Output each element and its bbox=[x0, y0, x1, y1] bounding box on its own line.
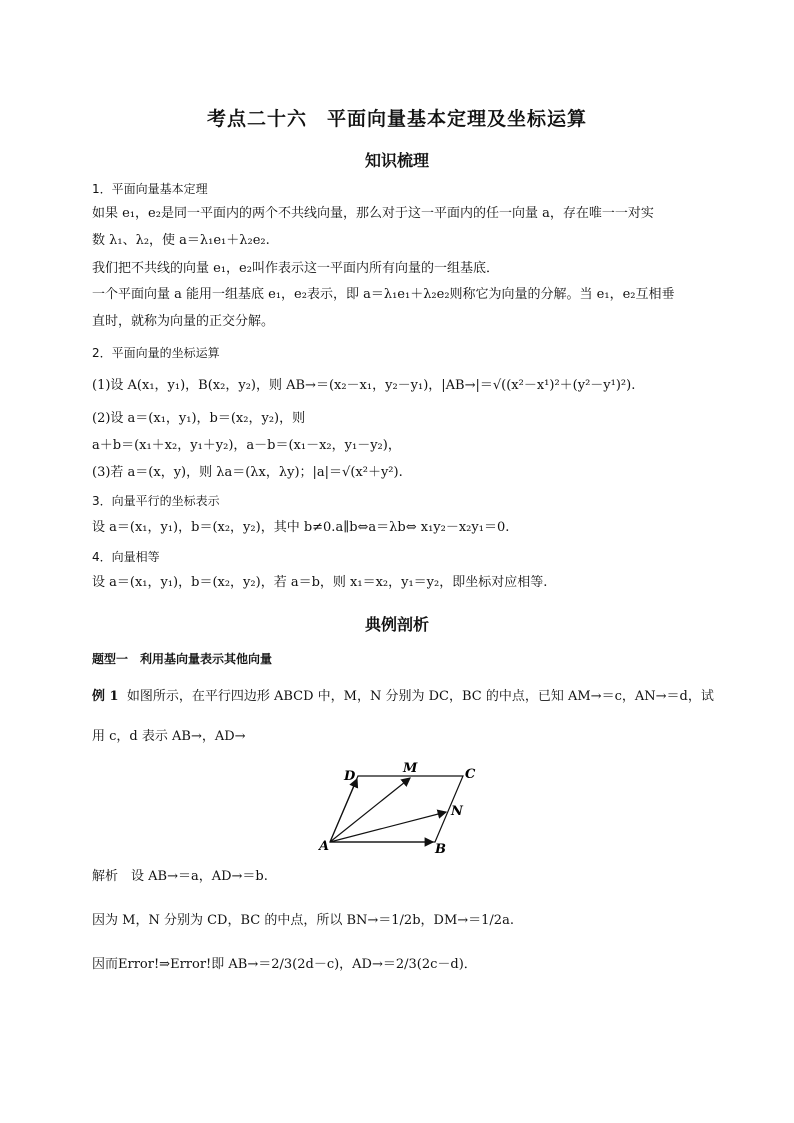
parallelogram-outline bbox=[330, 776, 463, 842]
label-b: B bbox=[435, 842, 446, 857]
formula-ab-coordinates: (1)设 A(x₁，y₁)，B(x₂，y₂)，则 AB→＝(x₂－x₁，y₂－y₁)，|AB→|＝√((x²－x¹)²＋(y²－y¹)²). bbox=[92, 378, 636, 393]
label-d: D bbox=[344, 769, 356, 784]
label-m: M bbox=[403, 761, 418, 776]
formula-scalar-magnitude: (3)若 a＝(x，y)，则 λa＝(λx，λy)；|a|＝√(x²＋y²). bbox=[92, 465, 403, 480]
parallelogram-figure bbox=[310, 758, 490, 858]
solution-line1: 解析 设 AB→＝a，AD→＝b. bbox=[92, 869, 268, 884]
page-title: 考点二十六 平面向量基本定理及坐标运算 bbox=[206, 108, 587, 130]
formula-parallel: 设 a＝(x₁，y₁)，b＝(x₂，y₂)，其中 b≠0.a∥b⇔a＝λb⇔ x₁y₂－x₂y₁＝0. bbox=[92, 520, 510, 535]
label-a: A bbox=[319, 839, 330, 854]
heading-basic-theorem: 1．平面向量基本定理 bbox=[92, 182, 208, 196]
example-1-line2: 用 c，d 表示 AB→，AD→ bbox=[92, 729, 246, 744]
solution-line3: 因而Error!⇒Error!即 AB→＝2/3(2d－c)，AD→＝2/3(2c－d)． bbox=[92, 957, 477, 972]
section-heading-knowledge: 知识梳理 bbox=[364, 151, 429, 170]
paragraph-decomposition-line1: 一个平面向量 a 能用一组基底 e₁，e₂表示，即 a＝λ₁e₁＋λ₂e₂则称它为向量的分解。当 e₁，e₂互相垂 bbox=[92, 287, 675, 302]
heading-parallel: 3．向量平行的坐标表示 bbox=[92, 494, 220, 508]
heading-type-one: 题型一 利用基向量表示其他向量 bbox=[92, 652, 273, 666]
example-1-line1 bbox=[92, 688, 714, 706]
paragraph-theorem-line2: 数 λ₁、λ₂，使 a＝λ₁e₁＋λ₂e₂. bbox=[92, 233, 270, 248]
vector-ad bbox=[330, 779, 357, 842]
heading-equality: 4．向量相等 bbox=[92, 550, 160, 564]
label-c: C bbox=[465, 767, 476, 782]
paragraph-basis: 我们把不共线的向量 e₁，e₂叫作表示这一平面内所有向量的一组基底． bbox=[92, 261, 499, 276]
paragraph-decomposition-line2: 直时，就称为向量的正交分解。 bbox=[92, 314, 275, 329]
section-heading-examples: 典例剖析 bbox=[364, 615, 429, 634]
formula-equality: 设 a＝(x₁，y₁)，b＝(x₂，y₂)，若 a＝b，则 x₁＝x₂，y₁＝y₂，即坐标对应相等. bbox=[92, 575, 548, 590]
label-n: N bbox=[451, 804, 463, 819]
formula-sum-difference: a＋b＝(x₁＋x₂，y₁＋y₂)，a－b＝(x₁－x₂，y₁－y₂)， bbox=[92, 438, 401, 453]
example-1-text: 如图所示，在平行四边形 ABCD 中，M，N 分别为 DC，BC 的中点，已知 AM→＝c，AN→＝d，试 bbox=[126, 689, 714, 704]
example-label: 例 1 bbox=[92, 689, 119, 704]
vector-an bbox=[330, 812, 446, 842]
vector-am bbox=[330, 778, 410, 842]
heading-coordinate-ops: 2．平面向量的坐标运算 bbox=[92, 346, 220, 360]
solution-line2: 因为 M，N 分别为 CD，BC 的中点，所以 BN→＝1/2b，DM→＝1/2a. bbox=[92, 913, 514, 928]
paragraph-theorem-line1: 如果 e₁，e₂是同一平面内的两个不共线向量，那么对于这一平面内的任一向量 a，存在唯一一对实 bbox=[92, 206, 654, 221]
formula-a-b-definition: (2)设 a＝(x₁，y₁)，b＝(x₂，y₂)，则 bbox=[92, 411, 306, 426]
